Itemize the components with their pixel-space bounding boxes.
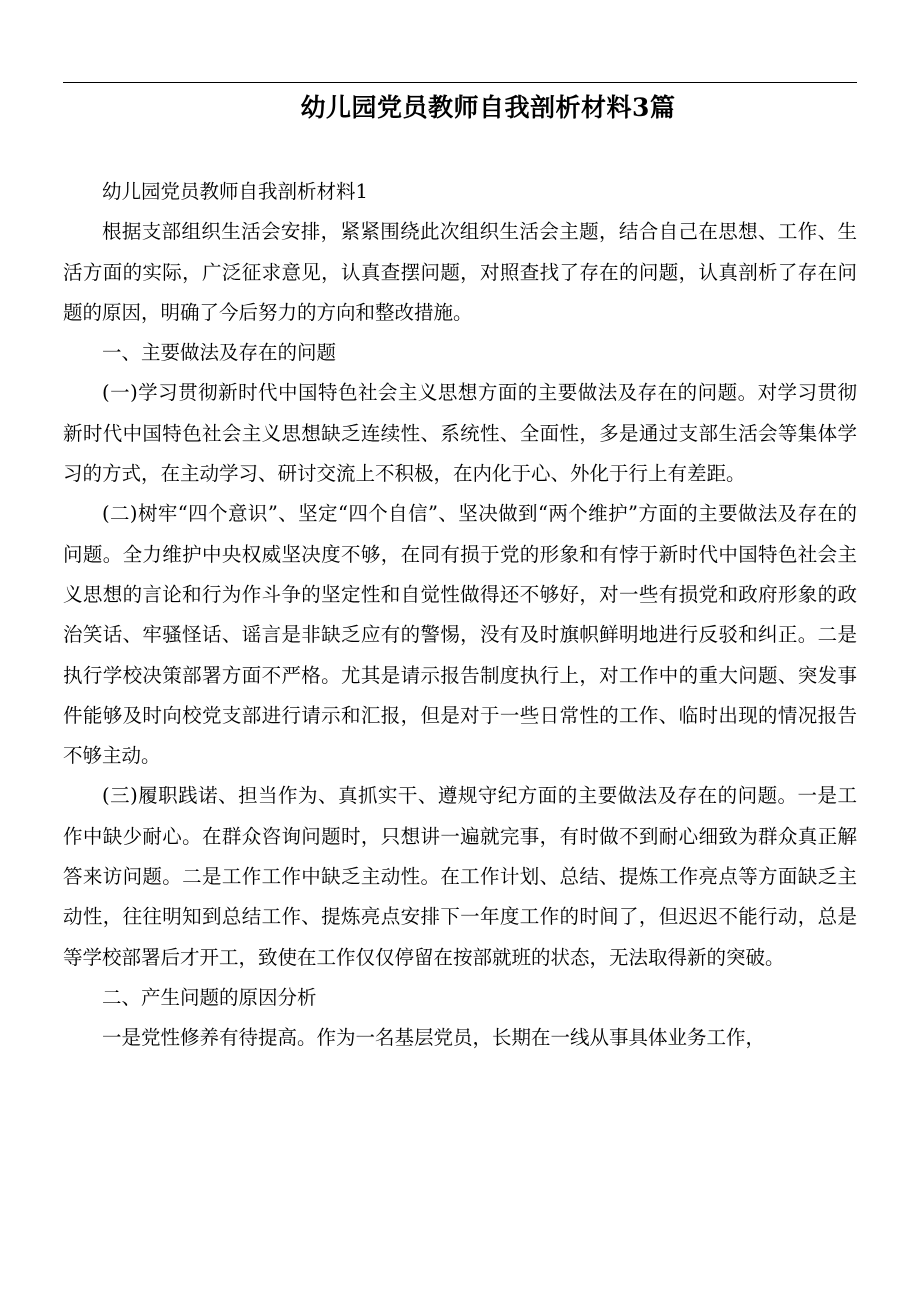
intro-paragraph: 根据支部组织生活会安排，紧紧围绕此次组织生活会主题，结合自己在思想、工作、生活方面的实际，广泛征求意见，认真查摆问题，对照查找了存在的问题，认真剖析了存在问题的原因，明确了今后努力的方向和整改措施。 xyxy=(63,220,857,324)
header-rule xyxy=(63,82,857,83)
body-paragraph-3: (三)履职践诺、担当作为、真抓实干、遵规守纪方面的主要做法及存在的问题。一是工作中缺少耐心。在群众咨询问题时，只想讲一遍就完事，有时做不到耐心细致为群众真正解答来访问题。二是工作工作中缺乏主动性。在工作计划、总结、提炼工作亮点等方面缺乏主动性，往往明知到总结工作、提炼亮点安排下一年度工作的时间了，但迟迟不能行动，总是等学校部署后才开工，致使在工作仅仅停留在按部就班的状态，无法取得新的突破。 xyxy=(63,784,857,969)
document-title: 幼儿园党员教师自我剖析材料3篇 xyxy=(300,93,676,122)
body-paragraph-2: (二)树牢“四个意识”、坚定“四个自信”、坚决做到“两个维护”方面的主要做法及存在的问题。全力维护中央权威坚决度不够，在同有损于党的形象和有悖于新时代中国特色社会主义思想的言论和行为作斗争的坚定性和自觉性做得还不够好，对一些有损党和政府形象的政治笑话、牢骚怪话、谣言是非缺乏应有的警惕，没有及时旗帜鲜明地进行反驳和纠正。二是执行学校决策部署方面不严格。尤其是请示报告制度执行上，对工作中的重大问题、突发事件能够及时向校党支部进行请示和汇报，但是对于一些日常性的工作、临时出现的情况报告不够主动。 xyxy=(63,502,857,768)
document-body xyxy=(63,172,857,1059)
section-heading-1: 幼儿园党员教师自我剖析材料1 xyxy=(102,180,368,203)
part-heading-1: 一、主要做法及存在的问题 xyxy=(102,341,337,365)
body-paragraph-1: (一)学习贯彻新时代中国特色社会主义思想方面的主要做法及存在的问题。对学习贯彻新时代中国特色社会主义思想缺乏连续性、系统性、全面性，多是通过支部生活会等集体学习的方式，在主动学习、研讨交流上不积极，在内化于心、外化于行上有差距。 xyxy=(63,381,857,486)
part-heading-2: 二、产生问题的原因分析 xyxy=(102,985,317,1009)
body-paragraph-4: 一是党性修养有待提高。作为一名基层党员，长期在一线从事具体业务工作， xyxy=(102,1026,766,1050)
